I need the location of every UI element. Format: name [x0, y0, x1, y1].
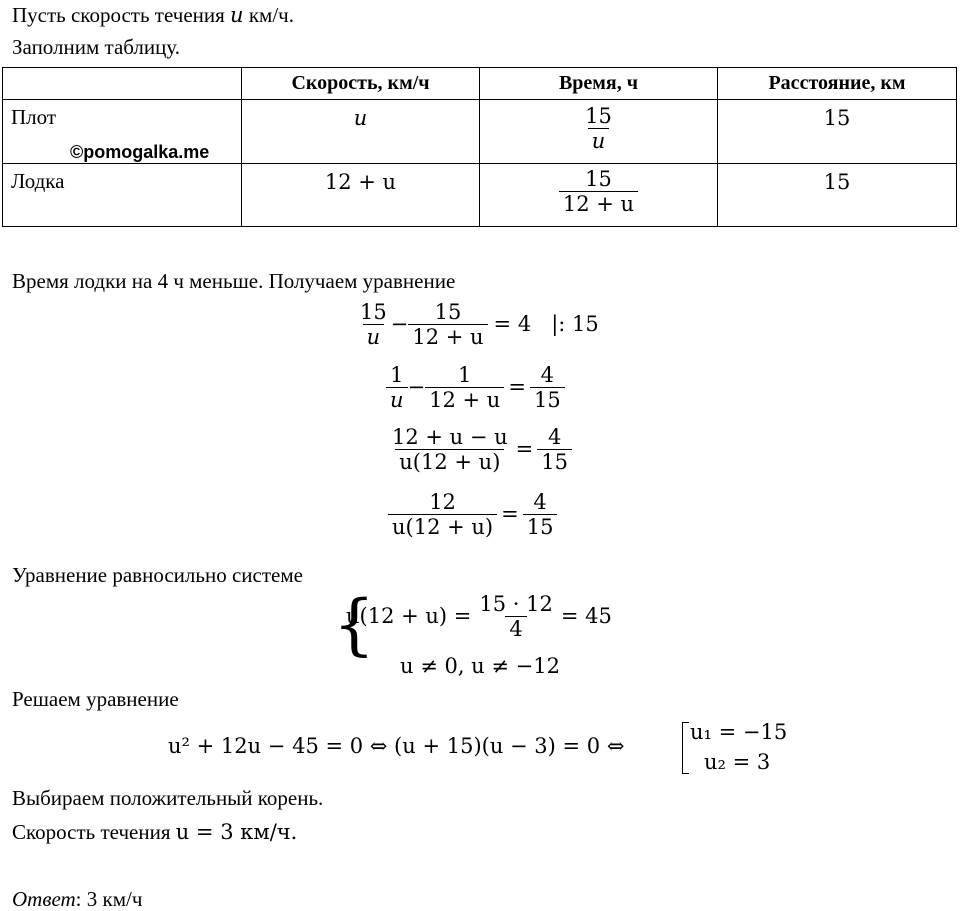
equation-2 [386, 363, 565, 412]
fraction [388, 490, 497, 539]
choose-root: Выбираем положительный корень. [12, 786, 324, 810]
minus-sign: − [390, 312, 409, 337]
fraction-denominator: 4 [505, 616, 526, 641]
fraction-numerator: 15 [585, 167, 612, 191]
equation-1 [356, 300, 599, 349]
system-line-2: u ≠ 0, u ≠ −12 [400, 654, 560, 678]
fraction-denominator: 12 + u [408, 324, 487, 349]
intro-text: Пусть скорость течения [12, 3, 225, 27]
watermark: ©pomogalka.me [70, 142, 210, 162]
fraction-numerator: 12 [429, 490, 456, 514]
answer [12, 889, 142, 910]
fraction-denominator: 15 [537, 449, 572, 474]
fraction [523, 490, 558, 539]
table-cell-distance [718, 164, 957, 227]
left-brace: { [333, 586, 375, 663]
answer-label: Ответ [12, 887, 76, 911]
speed-value: u = 3 км/ч. [175, 820, 298, 844]
table-cell-speed [242, 164, 480, 227]
system-rhs: = 45 [560, 604, 612, 629]
fraction-numerator: 4 [547, 425, 562, 449]
fraction [408, 300, 487, 349]
fraction-numerator: 15 [360, 300, 387, 324]
fraction-denominator: 15 [530, 387, 565, 412]
equals-sign: = [515, 437, 534, 462]
fraction-denominator: 15 [523, 514, 558, 539]
quadratic-equation: u² + 12u − 45 = 0 ⇔ (u + 15)(u − 3) = 0 ⇔ [168, 734, 625, 758]
row-name: Лодка [11, 169, 65, 193]
fraction [537, 425, 572, 474]
table-header-row [3, 68, 957, 100]
fraction-numerator: 15 · 12 [479, 592, 553, 616]
table-cell-name [3, 164, 242, 227]
speed-prefix: Скорость течения [12, 820, 171, 844]
intro-unit: км/ч. [248, 3, 294, 27]
minus-sign: − [407, 375, 426, 400]
table-cell-distance [718, 100, 957, 164]
table-header-distance: Расстояние, км [718, 68, 957, 100]
equals-sign: = [508, 375, 526, 400]
equation-3 [388, 425, 572, 474]
fraction [388, 425, 512, 474]
intro-variable: u [230, 3, 244, 27]
fraction-denominator: 12 + u [559, 191, 638, 216]
fraction-numerator: 12 + u − u [392, 425, 508, 449]
row-name: Плот [11, 105, 57, 129]
fraction [530, 363, 565, 412]
fraction-numerator: 1 [390, 363, 404, 387]
system-line-1 [346, 592, 612, 641]
table-row [3, 164, 957, 227]
fraction-denominator: u [588, 128, 610, 153]
fraction [356, 300, 391, 349]
fraction-denominator: u(12 + u) [395, 449, 504, 474]
root-1: u₁ = −15 [690, 720, 788, 744]
fraction-denominator: u [363, 324, 385, 349]
root-2: u₂ = 3 [704, 750, 771, 774]
fraction-numerator: 4 [533, 490, 547, 514]
row-speed: 12 + u [324, 170, 397, 194]
table-cell-speed [242, 100, 480, 164]
table-cell-time [480, 164, 718, 227]
fraction-numerator: 1 [458, 363, 472, 387]
table-header-speed: Скорость, км/ч [242, 68, 480, 100]
equation-4 [388, 490, 557, 539]
intro-line-1 [12, 5, 294, 26]
answer-value: : 3 км/ч [75, 887, 143, 911]
time-fraction [559, 167, 638, 216]
fraction-numerator: 15 [585, 104, 612, 128]
system-lhs: u(12 + u) = [346, 604, 472, 629]
fraction [425, 363, 504, 412]
equation-note: |: 15 [551, 312, 599, 337]
table-header-empty [3, 68, 242, 100]
intro-line-2: Заполним таблицу. [12, 35, 181, 59]
equation-rhs: = 4 [493, 312, 532, 337]
solve-intro: Решаем уравнение [12, 687, 179, 711]
fraction-denominator: u(12 + u) [388, 514, 497, 539]
system-intro: Уравнение равносильно системе [12, 563, 303, 587]
row-distance: 15 [823, 170, 851, 194]
fraction-denominator: 12 + u [425, 387, 504, 412]
equation-intro: Время лодки на 4 ч меньше. Получаем уравнение [12, 269, 456, 293]
fraction-denominator: u [386, 387, 408, 412]
fraction-numerator: 4 [540, 363, 554, 387]
row-speed: u [353, 106, 368, 130]
equals-sign: = [501, 502, 519, 527]
table-cell-time [480, 100, 718, 164]
table-header-time: Время, ч [480, 68, 718, 100]
fraction [386, 363, 408, 412]
row-distance: 15 [823, 106, 851, 130]
speed-result [12, 822, 297, 843]
fraction [475, 592, 556, 641]
time-fraction [581, 104, 616, 153]
left-bracket [682, 722, 689, 774]
fraction-numerator: 15 [434, 300, 462, 324]
